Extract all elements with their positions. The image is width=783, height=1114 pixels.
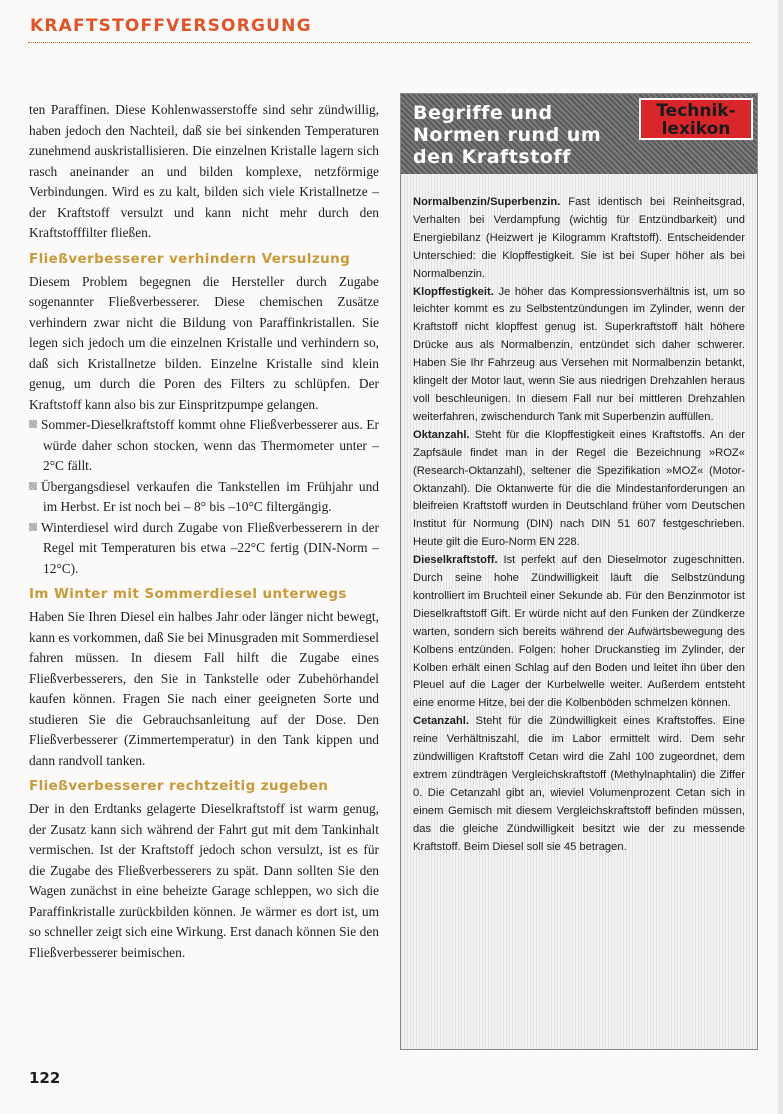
technik-lexikon-badge (639, 98, 753, 140)
sidebar-box (400, 93, 758, 1050)
entry-oktanzahl (413, 427, 745, 552)
entry-text: Fast identisch bei Reinheitsgrad, Verhalten bei Verdampfung (wichtig für Entzündbarkeit) und Energiebilanz (Heizwert je Kilogramm Kraftstoff). Entscheidender Unterschied: die Klopffestigkeit. Sie ist bei Super höher als bei Normalbenzin. (413, 196, 745, 280)
left-column (29, 100, 379, 963)
entry-term: Klopffestigkeit. (413, 285, 494, 298)
entry-term: Dieselkraftstoff. (413, 554, 498, 567)
entry-text: Steht für die Klopffestigkeit eines Kraftstoffs. An der Zapfsäule findet man in der Regel die Bezeichnung »ROZ« (Research-Oktanzahl), seltener die Spezifikation »MOZ« (Motor-Oktanzahl). Die Oktanwerte für die die Mindestanforderungen an bleifreien Kraftstoff wurden in Deutschland früher vom Deutschen Institut für Normung (DIN) nach DIN 51 607 festgeschrieben. Heute gilt die Euro-Norm EN 228. (413, 428, 745, 549)
entry-text: Ist perfekt auf den Dieselmotor zugeschnitten. Durch seine hohe Zündwilligkeit läuft die Selbstzündung kontrolliert im Bruchteil einer Sekunde ab. Für den Benzinmotor ist Dieselkraftstoff Gift. Er würde nicht auf den Funken der Zündkerze warten, sondern sich bereits während der Aufwärtsbewegung des Kolbens entzünden. Folgen: hoher Druckanstieg im Zylinder, der Kolben erhält einen Schlag auf den Boden und leitet ihn über den Pleuel auf die Lager der Kurbelwelle weiter. Außerdem entsteht eine enorme Hitze, bei der die Kolbenböden schmelzen können. (413, 554, 746, 710)
bullet-square-icon (29, 523, 37, 531)
sidebar-box-title: Begriffe und Normen rund um den Kraftstoff (413, 102, 602, 168)
entry-dieselkraftstoff (413, 552, 745, 713)
bullet-text: Übergangsdiesel verkaufen die Tankstellen im Frühjahr und im Herbst. Er ist noch bei – 8° bis –10°C filtergängig. (41, 478, 379, 514)
intro-paragraph: ten Paraffinen. Diese Kohlenwasserstoffe sind sehr zündwillig, haben jedoch den Nachteil, daß sie bei sinkenden Temperaturen zunehmend auskristallisieren. Die einzelnen Kristalle lagern sich rasch aneinander an und bilden komplexe, netzförmige Verbindungen. Wird es zu kalt, bilden sich viele Kristallnetze – der Kraftstoff versulzt und kann nicht mehr durch den Kraftstofffilter fließen. (29, 102, 379, 240)
page-number: 122 (29, 1069, 61, 1087)
paragraph-sommerdiesel: Haben Sie Ihren Diesel ein halbes Jahr oder länger nicht bewegt, kann es vorkommen, daß Sie bei Minusgraden mit Sommerdiesel fahren müssen. In diesem Fall hilft die Zugabe eines Fließverbesserers, den Sie in Tankstelle oder Zubehörhandel kaufen können. Fragen Sie nach einer geeigneten Sorte und studieren Sie die Gebrauchsanleitung auf der Dose. Den Fließverbesserer (Zimmertemperatur) in den Tank kippen und dann randvoll tanken. (29, 609, 379, 768)
entry-term: Oktanzahl. (413, 428, 470, 441)
running-header (28, 12, 750, 43)
sidebar-box-body (413, 194, 745, 857)
section-heading-winter: Im Winter mit Sommerdiesel unterwegs (29, 586, 347, 602)
paragraph-zugabe: Der in den Erdtanks gelagerte Dieselkraftstoff ist warm genug, der Zusatz kann sich während der Fahrt gut mit dem Tankinhalt vermischen. Ist der Kraftstoff jedoch schon versulzt, ist es für die Zugabe des Fließverbesserers zu spät. Dann sollten Sie den Wagen zunächst in eine beheizte Garage schleppen, wo sich die Paraffinkristalle zurückbilden können. Je wärmer es dort ist, um so schneller zeigt sich eine Wirkung. Erst danach können Sie den Fließverbesserer beimischen. (29, 801, 379, 960)
entry-term: Normalbenzin/Superbenzin. (413, 196, 561, 208)
bullet-text: Sommer-Dieselkraftstoff kommt ohne Fließverbesserer aus. Er würde daher schon stocken, wenn das Thermometer unter –2°C fällt. (41, 417, 379, 473)
entry-cetanzahl (413, 713, 745, 856)
entry-klopffestigkeit (413, 284, 745, 427)
entry-text: Je höher das Kompressionsverhältnis ist, um so leichter kommt es zu Selbstentzündungen im Zylinder, wenn der Kraftstoff nicht klopffest genug ist. Superkraftstoff hält höhere Drücke aus als Normalbenzin, entzündet sich daher schwerer. Haben Sie Ihr Fahrzeug aus Versehen mit Normalbenzin betankt, klingelt der Motor laut, wenn Sie aus niedrigen Drehzahlen heraus voll beschleunigen. In diesem Fall nur bei mittleren Drehzahlen weiterfahren, zwischendurch Tank mit Superbenzin auffüllen. (413, 285, 745, 423)
bullet-text: Winterdiesel wird durch Zugabe von Fließverbesserern in der Regel mit Temperaturen bis etwa –22°C fertig (DIN-Norm –12°C). (41, 519, 379, 576)
chapter-title: KRAFTSTOFFVERSORGUNG (30, 16, 312, 36)
bullet-uebergangsdiesel (29, 477, 379, 518)
badge-label: Technik-lexikon (656, 101, 736, 139)
paragraph-fliessverbesserer: Diesem Problem begegnen die Hersteller durch Zugabe sogenannter Fließverbesserer. Diese chemischen Zusätze verhindern zwar nicht die Bildung von Paraffinkristallen. Sie legen sich jedoch um die einzelnen Kristalle und verhindern so, daß sich Kristallnetze bilden. Einzelne Kristalle sind klein genug, um durch die Poren des Filters zu schlüpfen. Der Kraftstoff kann also bis zur Einspritzpumpe gelangen. (29, 273, 379, 412)
sidebar-box-header (401, 94, 757, 174)
bullet-square-icon (29, 482, 37, 490)
bullet-winterdiesel (29, 518, 379, 580)
bullet-square-icon (29, 420, 37, 428)
entry-normalbenzin (413, 194, 745, 284)
bullet-sommerdiesel (29, 415, 379, 477)
entry-term: Cetanzahl. (413, 715, 469, 728)
section-heading-rechtzeitig: Fließverbesserer rechtzeitig zugeben (29, 778, 329, 794)
entry-text: Steht für die Zündwilligkeit eines Kraftstoffes. Eine reine Verhältniszahl, die im Labor ermittelt wird. Dem sehr zündwilligen Kraftstoff Cetan wird die Zahl 100 zugeordnet, dem extrem zündträgen Vergleichskraftstoff (Methylnaphtalin) die Ziffer 0. Die Cetanzahl gibt an, wieviel Volumenprozent Cetan sich in einem Gemisch mit diesem Vergleichskraftstoff befinden müssen, das die gleiche Zündwilligkeit besitzt wie der zu messende Kraftstoff. Beim Diesel soll sie 45 betragen. (413, 715, 745, 853)
section-heading-versulzung: Fließverbesserer verhindern Versulzung (29, 250, 351, 267)
page-edge-shadow (778, 0, 783, 1114)
